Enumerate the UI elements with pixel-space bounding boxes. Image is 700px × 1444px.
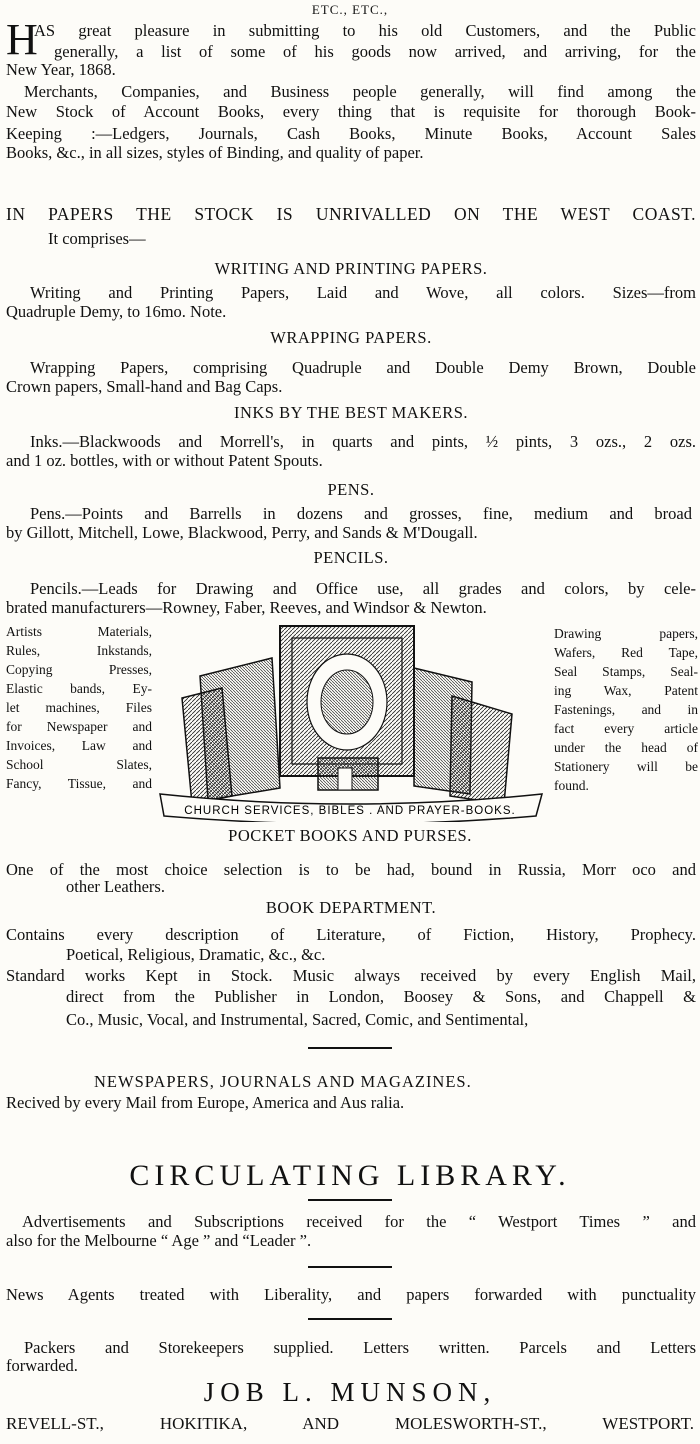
divider-rule xyxy=(308,1266,392,1268)
book-dept-heading: BOOK DEPARTMENT. xyxy=(265,898,437,917)
left-column-line: Fancy, Tissue, and xyxy=(6,776,152,791)
inks-line-1: Inks.—Blackwoods and Morrell's, in quarts and pints, ½ pints, 3 ozs., 2 ozs. xyxy=(30,432,696,451)
newspapers-heading: NEWSPAPERS, JOURNALS AND MAGAZINES. xyxy=(94,1072,472,1091)
left-column-line: School Slates, xyxy=(6,757,152,772)
address-line: REVELL-ST., HOKITIKA, AND MOLESWORTH-ST., WESTPORT. xyxy=(6,1414,694,1433)
book-dept-line-2: Poetical, Religious, Dramatic, &c., &c. xyxy=(66,945,326,964)
pocket-heading: POCKET BOOKS AND PURSES. xyxy=(228,826,472,845)
library-heading: CIRCULATING LIBRARY. xyxy=(129,1159,571,1192)
right-column-line: found. xyxy=(554,778,589,793)
library-line-1: Advertisements and Subscriptions received for the “ Westport Times ” and xyxy=(22,1212,696,1231)
merchants-line-2: New Stock of Account Books, every thing that is requisite for thorough Book- xyxy=(6,102,696,121)
merchants-line-4: Books, &c., in all sizes, styles of Binding, and quality of paper. xyxy=(6,143,424,162)
merchants-line-3: Keeping :—Ledgers, Journals, Cash Books, Minute Books, Account Sales xyxy=(6,124,696,143)
divider-rule xyxy=(308,1199,392,1201)
merchants-line-1: Merchants, Companies, and Business people generally, will find among the xyxy=(24,82,696,101)
books-illustration xyxy=(152,618,548,822)
pens-line-2: by Gillott, Mitchell, Lowe, Blackwood, Perry, and Sands & M'Dougall. xyxy=(6,523,478,542)
intro-line-1: AS great pleasure in submitting to his old Customers, and the Public xyxy=(34,21,696,40)
packers-line-2: forwarded. xyxy=(6,1356,78,1375)
left-column xyxy=(6,622,152,793)
inks-heading: INKS BY THE BEST MAKERS. xyxy=(233,403,469,422)
book-dept-line-3: Standard works Kept in Stock. Music always received by every English Mail, xyxy=(6,966,696,985)
intro-line-2: generally, a list of some of his goods now arrived, and arriving, for the xyxy=(54,42,696,61)
library-line-2: also for the Melbourne “ Age ” and “Leader ”. xyxy=(6,1231,312,1250)
pencils-line-1: Pencils.—Leads for Drawing and Office use, all grades and colors, by cele- xyxy=(30,579,696,598)
left-column-line: Copying Presses, xyxy=(6,662,152,677)
papers-heading: IN PAPERS THE STOCK IS UNRIVALLED ON THE WEST COAST. xyxy=(6,204,696,224)
left-column-line: let machines, Files xyxy=(6,700,152,715)
right-column-line: fact every article xyxy=(554,721,698,736)
book-dept-line-5: Co., Music, Vocal, and Instrumental, Sacred, Comic, and Sentimental, xyxy=(66,1010,529,1029)
writing-heading: WRITING AND PRINTING PAPERS. xyxy=(214,259,488,278)
divider-rule xyxy=(308,1047,392,1049)
left-column-line: Rules, Inkstands, xyxy=(6,643,152,658)
right-column-line: under the head of xyxy=(554,740,698,755)
news-agents-line: News Agents treated with Liberality, and papers forwarded with punctuality xyxy=(6,1285,696,1304)
left-column-line: Artists Materials, xyxy=(6,624,152,639)
right-column-line: ing Wax, Patent xyxy=(554,683,698,698)
right-column-line: Drawing papers, xyxy=(554,626,698,641)
left-column-line: Invoices, Law and xyxy=(6,738,152,753)
pencils-heading: PENCILS. xyxy=(313,548,389,567)
right-column-line: Seal Stamps, Seal- xyxy=(554,664,698,679)
illustration-banner-text: CHURCH SERVICES, BIBLES . AND PRAYER-BOOKS. xyxy=(184,805,516,817)
proprietor-name: JOB L. MUNSON, xyxy=(203,1377,497,1407)
right-column-line: Wafers, Red Tape, xyxy=(554,645,698,660)
right-column xyxy=(554,624,698,795)
left-column-line: for Newspaper and xyxy=(6,719,152,734)
pocket-line-1: One of the most choice selection is to be had, bound in Russia, Morr oco and xyxy=(6,860,696,879)
book-dept-line-4: direct from the Publisher in London, Boosey & Sons, and Chappell & xyxy=(66,987,696,1006)
top-heading: ETC., ETC., xyxy=(311,2,389,17)
pens-heading: PENS. xyxy=(327,480,375,499)
divider-rule xyxy=(308,1318,392,1320)
right-column-line: Stationery will be xyxy=(554,759,698,774)
wrapping-heading: WRAPPING PAPERS. xyxy=(270,328,432,347)
packers-line-1: Packers and Storekeepers supplied. Letters written. Parcels and Letters xyxy=(24,1338,696,1357)
pocket-line-2: other Leathers. xyxy=(66,877,165,896)
comprises-line: It comprises— xyxy=(48,229,146,248)
intro-dropcap: H xyxy=(6,15,38,64)
newspapers-line-1: Recived by every Mail from Europe, America and Aus ralia. xyxy=(6,1093,405,1112)
writing-line-1: Writing and Printing Papers, Laid and Wove, all colors. Sizes—from xyxy=(30,283,696,302)
right-column-line: Fastenings, and in xyxy=(554,702,698,717)
pencils-line-2: brated manufacturers—Rowney, Faber, Reeves, and Windsor & Newton. xyxy=(6,598,487,617)
wrapping-line-2: Crown papers, Small-hand and Bag Caps. xyxy=(6,377,283,396)
inks-line-2: and 1 oz. bottles, with or without Patent Spouts. xyxy=(6,451,323,470)
pens-line-1: Pens.—Points and Barrells in dozens and grosses, fine, medium and broad xyxy=(30,504,692,523)
book-dept-line-1: Contains every description of Literature, of Fiction, History, Prophecy. xyxy=(6,925,696,944)
intro-line-3: New Year, 1868. xyxy=(6,60,116,79)
wrapping-line-1: Wrapping Papers, comprising Quadruple and Double Demy Brown, Double xyxy=(30,358,696,377)
left-column-line: Elastic bands, Ey- xyxy=(6,681,152,696)
writing-line-2: Quadruple Demy, to 16mo. Note. xyxy=(6,302,227,321)
